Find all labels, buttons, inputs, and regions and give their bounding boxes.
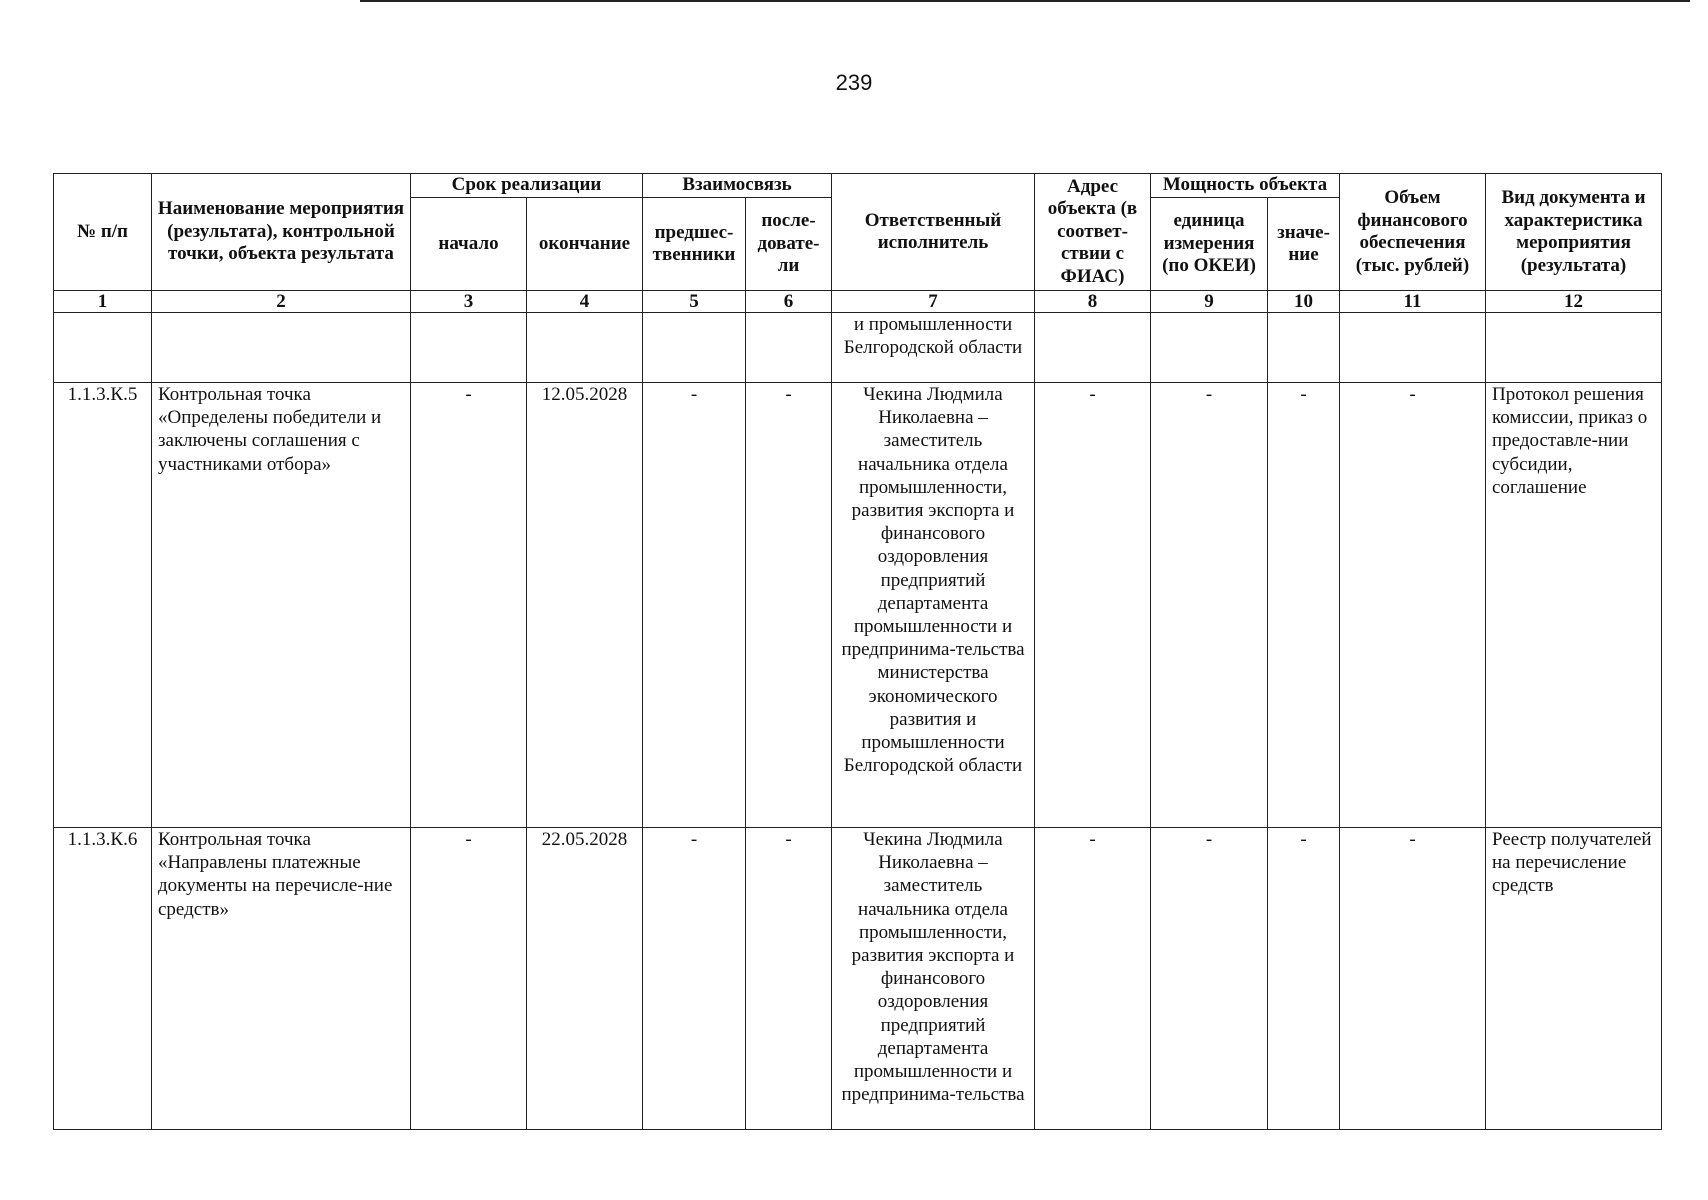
cell-unit: - — [1151, 828, 1268, 1130]
header-address: Адрес объекта (в соответ-ствии с ФИАС) — [1035, 174, 1151, 291]
header-value: значе-ние — [1268, 198, 1340, 291]
page-number: 239 — [835, 70, 873, 95]
header-power: Мощность объекта — [1151, 174, 1340, 198]
col-number: 5 — [643, 291, 746, 313]
header-row-1 — [54, 174, 1662, 198]
cell-address: - — [1035, 383, 1151, 828]
col-number: 7 — [832, 291, 1035, 313]
header-document: Вид документа и характеристика мероприятия (результата) — [1486, 174, 1662, 291]
cell-finance: - — [1340, 828, 1486, 1130]
col-number: 12 — [1486, 291, 1662, 313]
cell-next: - — [746, 383, 832, 828]
column-number-row — [54, 291, 1662, 313]
cell-value: - — [1268, 383, 1340, 828]
cell-start — [411, 313, 527, 383]
cell-num: 1.1.3.К.5 — [54, 383, 152, 828]
header-name: Наименование мероприятия (результата), контрольной точки, объекта результата — [152, 174, 411, 291]
cell-value — [1268, 313, 1340, 383]
cell-next: - — [746, 828, 832, 1130]
cell-end: 22.05.2028 — [527, 828, 643, 1130]
col-number: 2 — [152, 291, 411, 313]
cell-finance — [1340, 313, 1486, 383]
col-number: 11 — [1340, 291, 1486, 313]
col-number: 4 — [527, 291, 643, 313]
cell-prev: - — [643, 828, 746, 1130]
header-term: Срок реализации — [411, 174, 643, 198]
header-unit: единица измерения (по ОКЕИ) — [1151, 198, 1268, 291]
top-rule — [360, 0, 1690, 2]
header-num: № п/п — [54, 174, 152, 291]
cell-start: - — [411, 383, 527, 828]
col-number: 3 — [411, 291, 527, 313]
col-number: 9 — [1151, 291, 1268, 313]
header-prev: предшес-твенники — [643, 198, 746, 291]
cell-unit — [1151, 313, 1268, 383]
activities-table — [53, 173, 1662, 1130]
header-responsible: Ответственный исполнитель — [832, 174, 1035, 291]
table-row — [54, 383, 1662, 828]
cell-name: Контрольная точка «Определены победители и заключены соглашения с участниками отбора» — [152, 383, 411, 828]
cell-unit: - — [1151, 383, 1268, 828]
cell-num — [54, 313, 152, 383]
header-next: после-довате-ли — [746, 198, 832, 291]
cell-end — [527, 313, 643, 383]
cell-responsible: и промышленности Белгородской области — [832, 313, 1035, 383]
cell-document: Реестр получателей на перечисление средств — [1486, 828, 1662, 1130]
cell-document — [1486, 313, 1662, 383]
cell-address — [1035, 313, 1151, 383]
cell-prev: - — [643, 383, 746, 828]
header-start: начало — [411, 198, 527, 291]
table-row — [54, 828, 1662, 1130]
cell-value: - — [1268, 828, 1340, 1130]
cell-responsible: Чекина Людмила Николаевна – заместитель начальника отдела промышленности, развития экспорта и финансового оздоровления предприятий департамента промышленности и предпринима-тельства — [832, 828, 1035, 1130]
cell-responsible: Чекина Людмила Николаевна – заместитель начальника отдела промышленности, развития экспорта и финансового оздоровления предприятий департамента промышленности и предпринима-тельства министерства экономического развития и промышленности Белгородской области — [832, 383, 1035, 828]
cell-num: 1.1.3.К.6 — [54, 828, 152, 1130]
col-number: 10 — [1268, 291, 1340, 313]
cell-next — [746, 313, 832, 383]
header-link: Взаимосвязь — [643, 174, 832, 198]
cell-address: - — [1035, 828, 1151, 1130]
cell-finance: - — [1340, 383, 1486, 828]
col-number: 1 — [54, 291, 152, 313]
cell-start: - — [411, 828, 527, 1130]
cell-name — [152, 313, 411, 383]
table-row — [54, 313, 1662, 383]
col-number: 6 — [746, 291, 832, 313]
col-number: 8 — [1035, 291, 1151, 313]
cell-document: Протокол решения комиссии, приказ о предоставле-нии субсидии, соглашение — [1486, 383, 1662, 828]
cell-name: Контрольная точка «Направлены платежные документы на перечисле-ние средств» — [152, 828, 411, 1130]
header-end: окончание — [527, 198, 643, 291]
cell-prev — [643, 313, 746, 383]
header-finance: Объем финансового обеспечения (тыс. рублей) — [1340, 174, 1486, 291]
cell-end: 12.05.2028 — [527, 383, 643, 828]
